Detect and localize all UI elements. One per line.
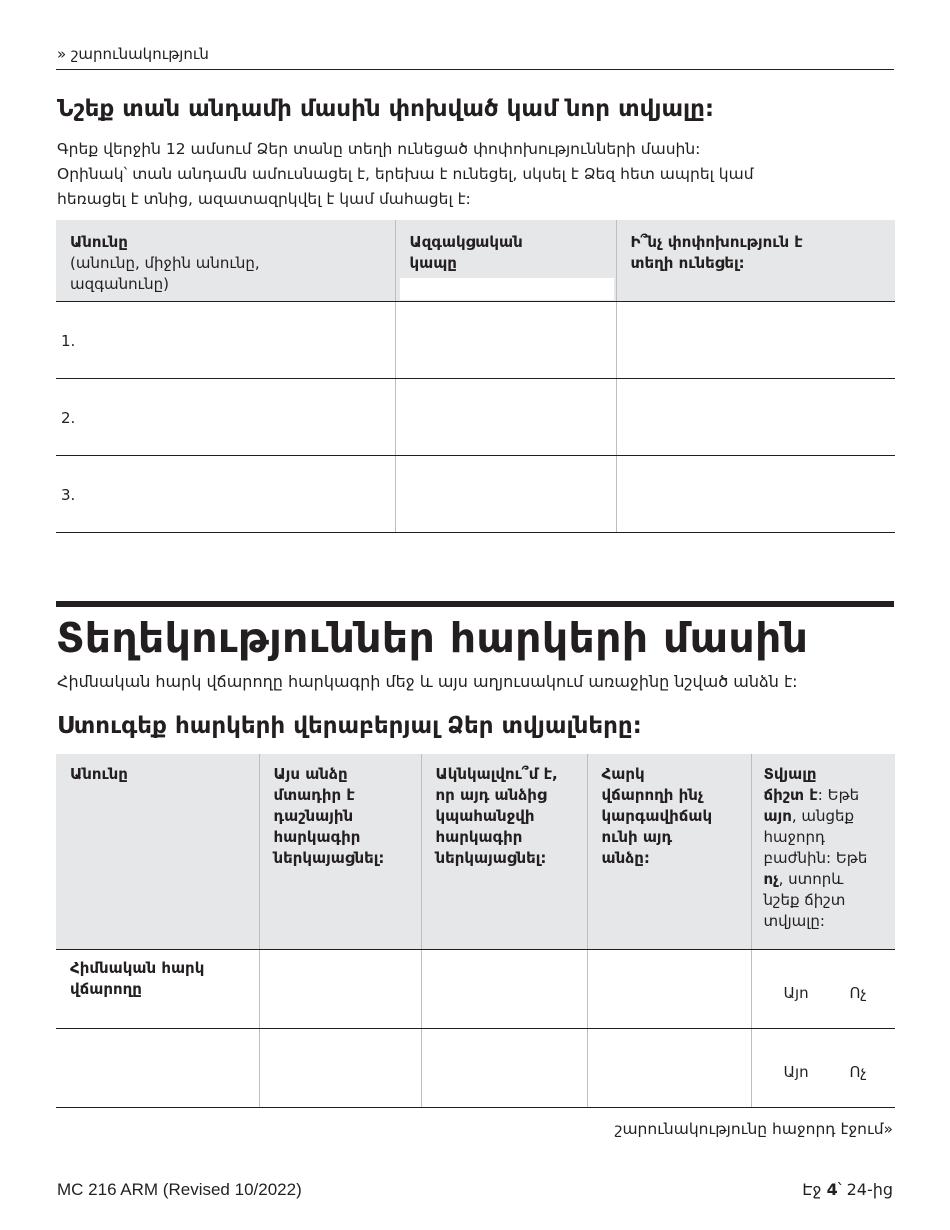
- header-required-file: [421, 754, 587, 949]
- header-relationship-line: Ազգակցական: [409, 233, 523, 251]
- header-line: կարգավիճակ: [601, 807, 713, 825]
- header-relationship-line: կապը: [409, 254, 457, 272]
- header-name: [56, 220, 395, 301]
- yes-no-cell: [751, 1028, 895, 1107]
- relationship-cell[interactable]: [395, 378, 616, 455]
- table-row: [56, 378, 895, 455]
- continued-next-page: շարունակությունը հաջորդ էջում»: [614, 1120, 893, 1138]
- table-row: [56, 949, 895, 1028]
- page-prefix: Էջ: [802, 1180, 822, 1199]
- table-header-row: [56, 220, 895, 301]
- header-text: հաջորդ: [763, 828, 825, 846]
- header-name-sub: ազգանունը): [70, 275, 170, 293]
- blank-field: [400, 278, 614, 300]
- continued-label: » շարունակություն: [57, 45, 209, 63]
- row-number[interactable]: 2.: [56, 378, 395, 455]
- intends-file-cell[interactable]: [259, 1028, 421, 1107]
- name-cell[interactable]: [56, 1028, 259, 1107]
- header-text: նշեք ճիշտ: [763, 891, 846, 909]
- header-text: : Եթե: [817, 786, 860, 804]
- table-row: [56, 301, 895, 378]
- yes-option[interactable]: Այո: [783, 983, 809, 1002]
- relationship-cell[interactable]: [395, 455, 616, 532]
- header-intends-file: [259, 754, 421, 949]
- header-info-correct: [751, 754, 895, 949]
- header-line: ներկայացնել:: [273, 849, 385, 867]
- tax-status-cell[interactable]: [587, 1028, 751, 1107]
- instruction-line: Օրինակ՝ տան անդամն ամուսնացել է, երեխա է ունեցել, սկսել է Ձեզ հետ ապրել կամ: [57, 165, 754, 183]
- tax-info-note: Հիմնական հարկ վճարողը հարկագրի մեջ և այս աղյուսակում առաջինը նշված անձն է:: [57, 672, 798, 691]
- instruction-line: Գրեք վերջին 12 ամսում Ձեր տանը տեղի ունեցած փոփոխությունների մասին:: [57, 140, 701, 158]
- required-file-cell[interactable]: [421, 1028, 587, 1107]
- header-line: ունի այդ: [601, 828, 673, 846]
- section-divider: [56, 601, 894, 607]
- header-text: բաժնին: Եթե: [763, 849, 868, 867]
- table-row: [56, 455, 895, 532]
- header-text: , անցեք: [791, 807, 855, 825]
- header-line: դաշնային: [273, 807, 354, 825]
- primary-taxpayer-cell: [56, 949, 259, 1028]
- header-line: որ այդ անձից: [435, 786, 547, 804]
- header-line: անձը:: [601, 849, 650, 867]
- header-line: հարկագիր: [273, 828, 361, 846]
- header-line: կպահանջվի: [435, 807, 535, 825]
- intends-file-cell[interactable]: [259, 949, 421, 1028]
- tax-check-heading: Ստուգեք հարկերի վերաբերյալ Ձեր տվյալները:: [57, 713, 642, 739]
- no-option[interactable]: Ոչ: [849, 1062, 867, 1081]
- header-name-title: Անունը: [70, 233, 128, 251]
- no-option[interactable]: Ոչ: [849, 983, 867, 1002]
- header-text: , ստորև: [778, 870, 844, 888]
- header-line: այո: [763, 807, 792, 825]
- table-header-row: [56, 754, 895, 949]
- header-line: Ակնկալվու՞մ է,: [435, 765, 558, 783]
- required-file-cell[interactable]: [421, 949, 587, 1028]
- header-line: ոչ: [763, 870, 779, 888]
- change-cell[interactable]: [616, 378, 895, 455]
- household-change-instructions: [57, 137, 877, 212]
- header-line: Հարկ: [601, 765, 645, 783]
- header-line: ներկայացնել:: [435, 849, 547, 867]
- header-line: վճարողի ինչ: [601, 786, 704, 804]
- change-cell[interactable]: [616, 455, 895, 532]
- form-id: MC 216 ARM (Revised 10/2022): [57, 1180, 302, 1199]
- tax-info-title: Տեղեկություններ հարկերի մասին: [56, 614, 809, 662]
- header-relationship: [395, 220, 616, 301]
- header-change-line: Ի՞նչ փոփոխություն է: [630, 233, 803, 251]
- page-suffix: ՝ 24-ից: [837, 1180, 893, 1199]
- header-text: տվյալը:: [763, 912, 825, 930]
- header-line: հարկագիր: [435, 828, 523, 846]
- primary-taxpayer-label: վճարողը: [70, 979, 142, 998]
- header-line: Այս անձը: [273, 765, 348, 783]
- header-name: Անունը: [56, 754, 259, 949]
- yes-no-cell: [751, 949, 895, 1028]
- top-divider: [56, 69, 894, 70]
- tax-table: [56, 754, 895, 1108]
- header-name-sub: (անունը, միջին անունը,: [70, 254, 260, 272]
- header-tax-status: [587, 754, 751, 949]
- header-line: Տվյալը: [763, 765, 817, 783]
- row-number[interactable]: 1.: [56, 301, 395, 378]
- row-number[interactable]: 3.: [56, 455, 395, 532]
- page-num: 4: [826, 1180, 838, 1199]
- yes-option[interactable]: Այո: [783, 1062, 809, 1081]
- header-line: մտադիր է: [273, 786, 355, 804]
- tax-status-cell[interactable]: [587, 949, 751, 1028]
- household-change-heading: Նշեք տան անդամի մասին փոխված կամ նոր տվյալը:: [57, 96, 715, 122]
- header-change: [616, 220, 895, 301]
- change-cell[interactable]: [616, 301, 895, 378]
- primary-taxpayer-label: Հիմնական հարկ: [70, 958, 205, 977]
- relationship-cell[interactable]: [395, 301, 616, 378]
- instruction-line: հեռացել է տնից, ազատազրկվել է կամ մահացել է:: [57, 190, 471, 208]
- household-change-table: [56, 220, 895, 533]
- table-row: [56, 1028, 895, 1107]
- header-line: ճիշտ է: [763, 786, 818, 804]
- page-number: [802, 1180, 893, 1199]
- header-change-line: տեղի ունեցել:: [630, 254, 745, 272]
